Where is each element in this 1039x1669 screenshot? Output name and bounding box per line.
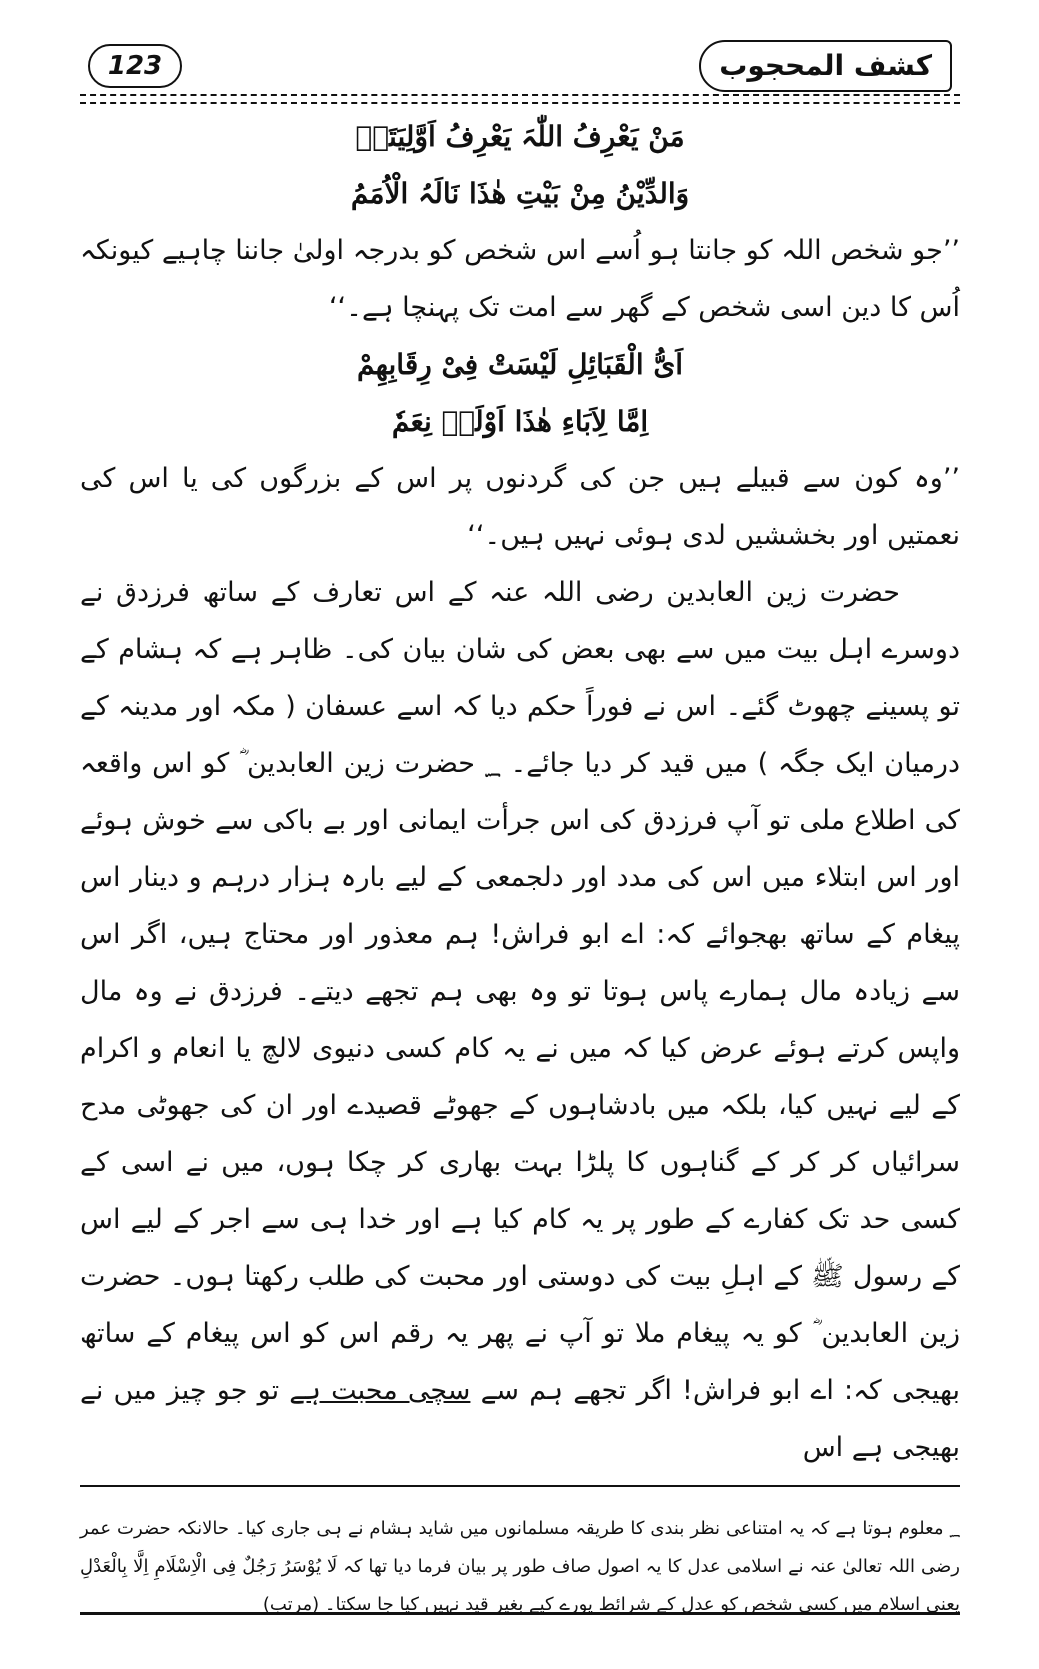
main-text (80, 108, 960, 1476)
underlined-phrase: سچی محبت ہے (289, 1375, 471, 1406)
translation-paragraph-2: ’’وہ کون سے قبیلے ہیں جن کی گردنوں پر اس کے بزرگوں کی یا اس کی نعمتیں اور بخششیں لدی ہوئی نہیں ہیں۔‘‘ (80, 463, 961, 551)
arabic-verse-4: اِمَّا لِاَبَاءِ ھٰذَا اَوْلَہٗ نِعَمٗ (391, 405, 649, 438)
main-paragraph-tail: تو جو چیز میں نے بھیجی ہے اس (80, 1375, 960, 1463)
page-header (80, 38, 960, 96)
footer-divider (80, 1612, 960, 1615)
footnote: ؁ معلوم ہوتا ہے کہ یہ امتناعی نظر بندی کا طریقہ مسلمانوں میں شاید ہشام نے ہی جاری کیا۔ حالانکہ حضرت عمر رضی اللہ تعالیٰ عنہ نے اسلامی عدل کا یہ اصول صاف طور پر بیان فرما دیا تھا کہ لَا یُوْسَرُ رَجُلٌ فِی الْاِسْلَامِ اِلَّا بِالْعَدْلِ یعنی اسلام میں کسی شخص کو عدل کے شرائط پورے کیے بغیر قید نہیں کیا جا سکتا۔ (مرتب) (80, 1518, 960, 1615)
arabic-verse-1: مَنْ یَعْرِفُ اللّٰہَ یَعْرِفُ اَوَّلِیَتَہٗ (355, 120, 685, 153)
page-number: 123 (88, 44, 182, 88)
book-title: کشف المحجوب (699, 40, 952, 92)
arabic-verse-2: وَالدِّیْنُ مِنْ بَیْتِ ھٰذَا نَالَہُ الْاُمَمُ (350, 177, 690, 210)
translation-paragraph-1: ’’جو شخص اللہ کو جانتا ہو اُسے اس شخص کو بدرجہ اولیٰ جاننا چاہیے کیونکہ اُس کا دین اسی شخص کے گھر سے امت تک پہنچا ہے۔‘‘ (80, 235, 960, 323)
main-paragraph (80, 564, 960, 1476)
footnote-divider (80, 1485, 960, 1487)
main-paragraph-text: حضرت زین العابدین رضی اللہ عنہ کے اس تعارف کے ساتھ فرزدق نے دوسرے اہل بیت میں سے بھی بعض کی شان بیان کی۔ ظاہر ہے کہ ہشام کے تو پسینے چھوٹ گئے۔ اس نے فوراً حکم دیا کہ اسے عسفان ( مکہ اور مدینہ کے درمیان ایک جگہ ) میں قید کر دیا جائے۔ ؁ حضرت زین العابدین ؓ کو اس واقعہ کی اطلاع ملی تو آپ فرزدق کی اس جرأت ایمانی اور بے باکی سے خوش ہوئے اور اس ابتلاء میں اس کی مدد اور دلجمعی کے لیے بارہ ہزار درہم و دینار اس پیغام کے ساتھ بھجوائے کہ: اے ابو فراش! ہم معذور اور محتاج ہیں، اگر اس سے زیادہ مال ہمارے پاس ہوتا تو وہ بھی ہم تجھے دیتے۔ فرزدق نے وہ مال واپس کرتے ہوئے عرض کیا کہ میں نے یہ کام کسی دنیوی لالچ یا انعام و اکرام کے لیے نہیں کیا، بلکہ میں بادشاہوں کے جھوٹے قصیدے اور ان کی جھوٹی مدح سرائیاں کر کر کے گناہوں کا پلڑا بہت بھاری کر چکا ہوں، میں نے اسی کے کسی حد تک کفارے کے طور پر یہ کام کیا ہے اور خدا ہی سے اجر کے لیے اس کے رسول ﷺ کے اہلِ بیت کی دوستی اور محبت کی طلب رکھتا ہوں۔ حضرت زین العابدین ؓ کو یہ پیغام ملا تو آپ نے پھر یہ رقم اس کو اس پیغام کے ساتھ بھیجی کہ: اے ابو فراش! اگر تجھے ہم سے (80, 577, 961, 1406)
arabic-verse-3: اَیُّ الْقَبَائِلِ لَیْسَتْ فِیْ رِقَابِھِمْ (356, 348, 684, 381)
header-divider (80, 94, 960, 104)
